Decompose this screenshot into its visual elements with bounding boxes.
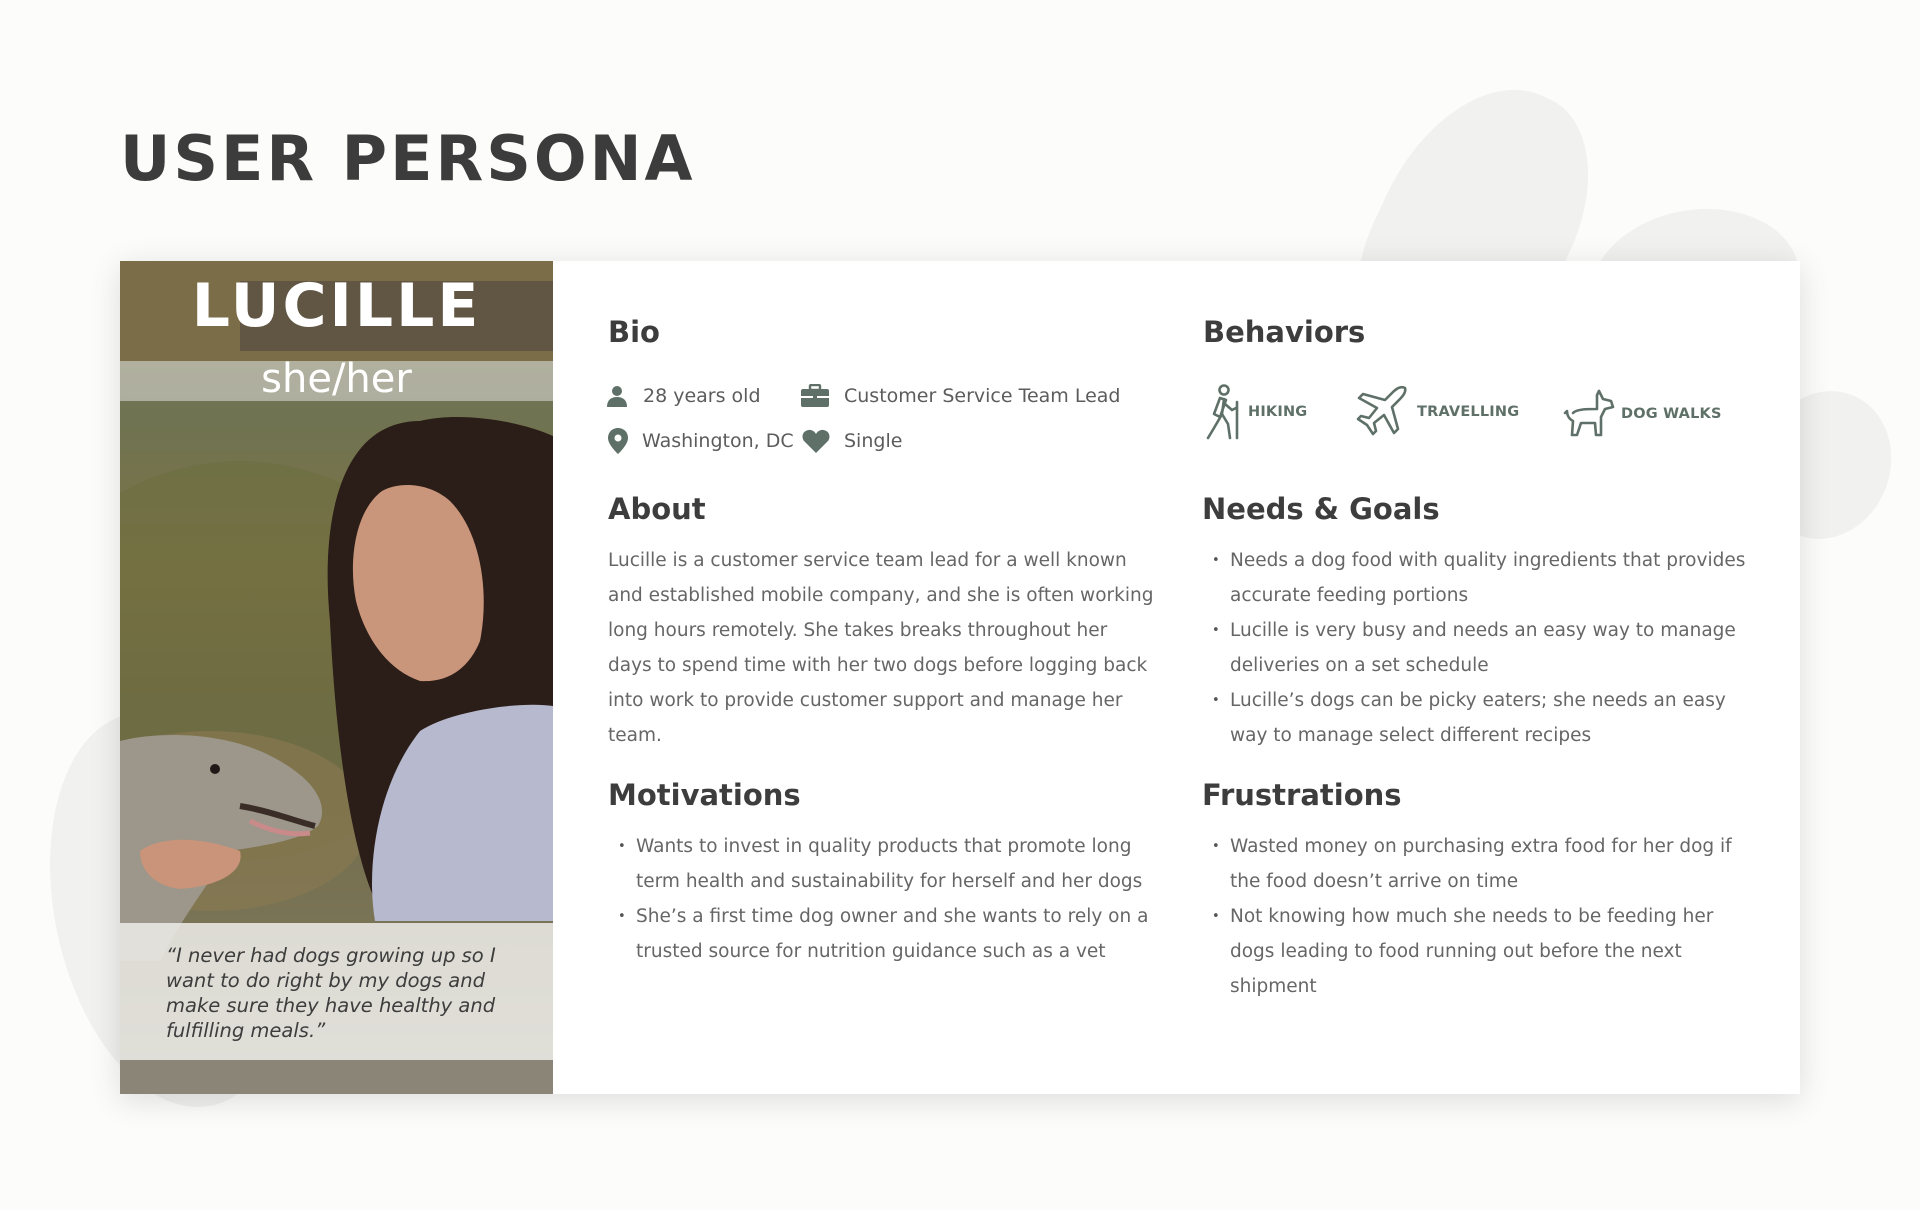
airplane-icon xyxy=(1355,384,1411,440)
frustration-line: shipment xyxy=(1230,976,1317,997)
needs-goals-line: accurate feeding portions xyxy=(1230,585,1469,606)
needs-goals-line: • Lucille’s dogs can be picky eaters; she needs an easy xyxy=(1230,690,1726,711)
frustration-item xyxy=(1212,899,1732,1004)
needs-goals-item xyxy=(1212,613,1745,683)
about-line: into work to provide customer support and manage her xyxy=(608,690,1123,711)
motivation-item xyxy=(618,829,1148,899)
bio-status-text: Single xyxy=(844,430,903,452)
persona-card xyxy=(120,261,1800,1094)
person-icon xyxy=(605,384,629,408)
about-heading: About xyxy=(608,492,706,526)
behavior-dog-walks xyxy=(1563,389,1722,439)
frustration-line: the food doesn’t arrive on time xyxy=(1230,871,1519,892)
behavior-hiking xyxy=(1202,384,1307,440)
quote-box xyxy=(120,923,553,1060)
bio-status xyxy=(802,429,902,453)
frustrations-list xyxy=(1212,829,1732,1004)
heart-icon xyxy=(802,429,830,453)
page-title: USER PERSONA xyxy=(120,122,696,195)
needs-goals-line: • Lucille is very busy and needs an easy way to manage xyxy=(1230,620,1736,641)
needs-goals-list xyxy=(1212,543,1745,753)
bio-location-text: Washington, DC xyxy=(642,430,794,452)
bio-age xyxy=(605,384,761,408)
about-line: days to spend time with her two dogs before logging back xyxy=(608,655,1148,676)
needs-goals-line: • Needs a dog food with quality ingredients that provides xyxy=(1230,550,1746,571)
hiking-icon xyxy=(1202,384,1242,440)
persona-quote: “I never had dogs growing up so I want to do right by my dogs and make sure they have healthy and fulfilling meals.” xyxy=(166,944,496,1042)
about-line: Lucille is a customer service team lead for a well known xyxy=(608,550,1127,571)
motivation-line: • Wants to invest in quality products that promote long xyxy=(636,836,1132,857)
needs-goals-item xyxy=(1212,683,1745,753)
motivation-line: • She’s a first time dog owner and she wants to rely on a xyxy=(636,906,1149,927)
dog-icon xyxy=(1563,389,1615,439)
about-line: and established mobile company, and she is often working xyxy=(608,585,1154,606)
persona-name: LUCILLE xyxy=(191,271,482,341)
motivations-list xyxy=(618,829,1148,969)
bio-occupation xyxy=(800,384,1121,408)
frustration-line: • Wasted money on purchasing extra food for her dog if xyxy=(1230,836,1732,857)
needs-goals-heading: Needs & Goals xyxy=(1202,492,1440,526)
bio-location xyxy=(608,428,794,454)
about-line: long hours remotely. She takes breaks throughout her xyxy=(608,620,1108,641)
frustration-line: dogs leading to food running out before the next xyxy=(1230,941,1682,962)
behavior-label: HIKING xyxy=(1248,404,1308,420)
persona-pronouns: she/her xyxy=(261,356,412,402)
map-pin-icon xyxy=(608,428,628,454)
behaviors-heading: Behaviors xyxy=(1203,315,1366,349)
bio-age-text: 28 years old xyxy=(643,385,761,407)
behavior-travelling xyxy=(1355,384,1519,440)
briefcase-icon xyxy=(800,384,830,408)
needs-goals-line: way to manage select different recipes xyxy=(1230,725,1592,746)
persona-photo xyxy=(120,261,553,1094)
motivations-heading: Motivations xyxy=(608,778,801,812)
bio-heading: Bio xyxy=(608,315,660,349)
about-text xyxy=(608,543,1153,753)
motivation-item xyxy=(618,899,1148,969)
behavior-label: DOG WALKS xyxy=(1621,406,1722,422)
motivation-line: trusted source for nutrition guidance such as a vet xyxy=(636,941,1106,962)
frustration-line: • Not knowing how much she needs to be feeding her xyxy=(1230,906,1714,927)
behavior-label: TRAVELLING xyxy=(1417,404,1520,420)
bio-occupation-text: Customer Service Team Lead xyxy=(844,385,1121,407)
about-line: team. xyxy=(608,725,662,746)
frustrations-heading: Frustrations xyxy=(1202,778,1402,812)
motivation-line: term health and sustainability for herself and her dogs xyxy=(636,871,1143,892)
frustration-item xyxy=(1212,829,1732,899)
needs-goals-item xyxy=(1212,543,1745,613)
needs-goals-line: deliveries on a set schedule xyxy=(1230,655,1489,676)
